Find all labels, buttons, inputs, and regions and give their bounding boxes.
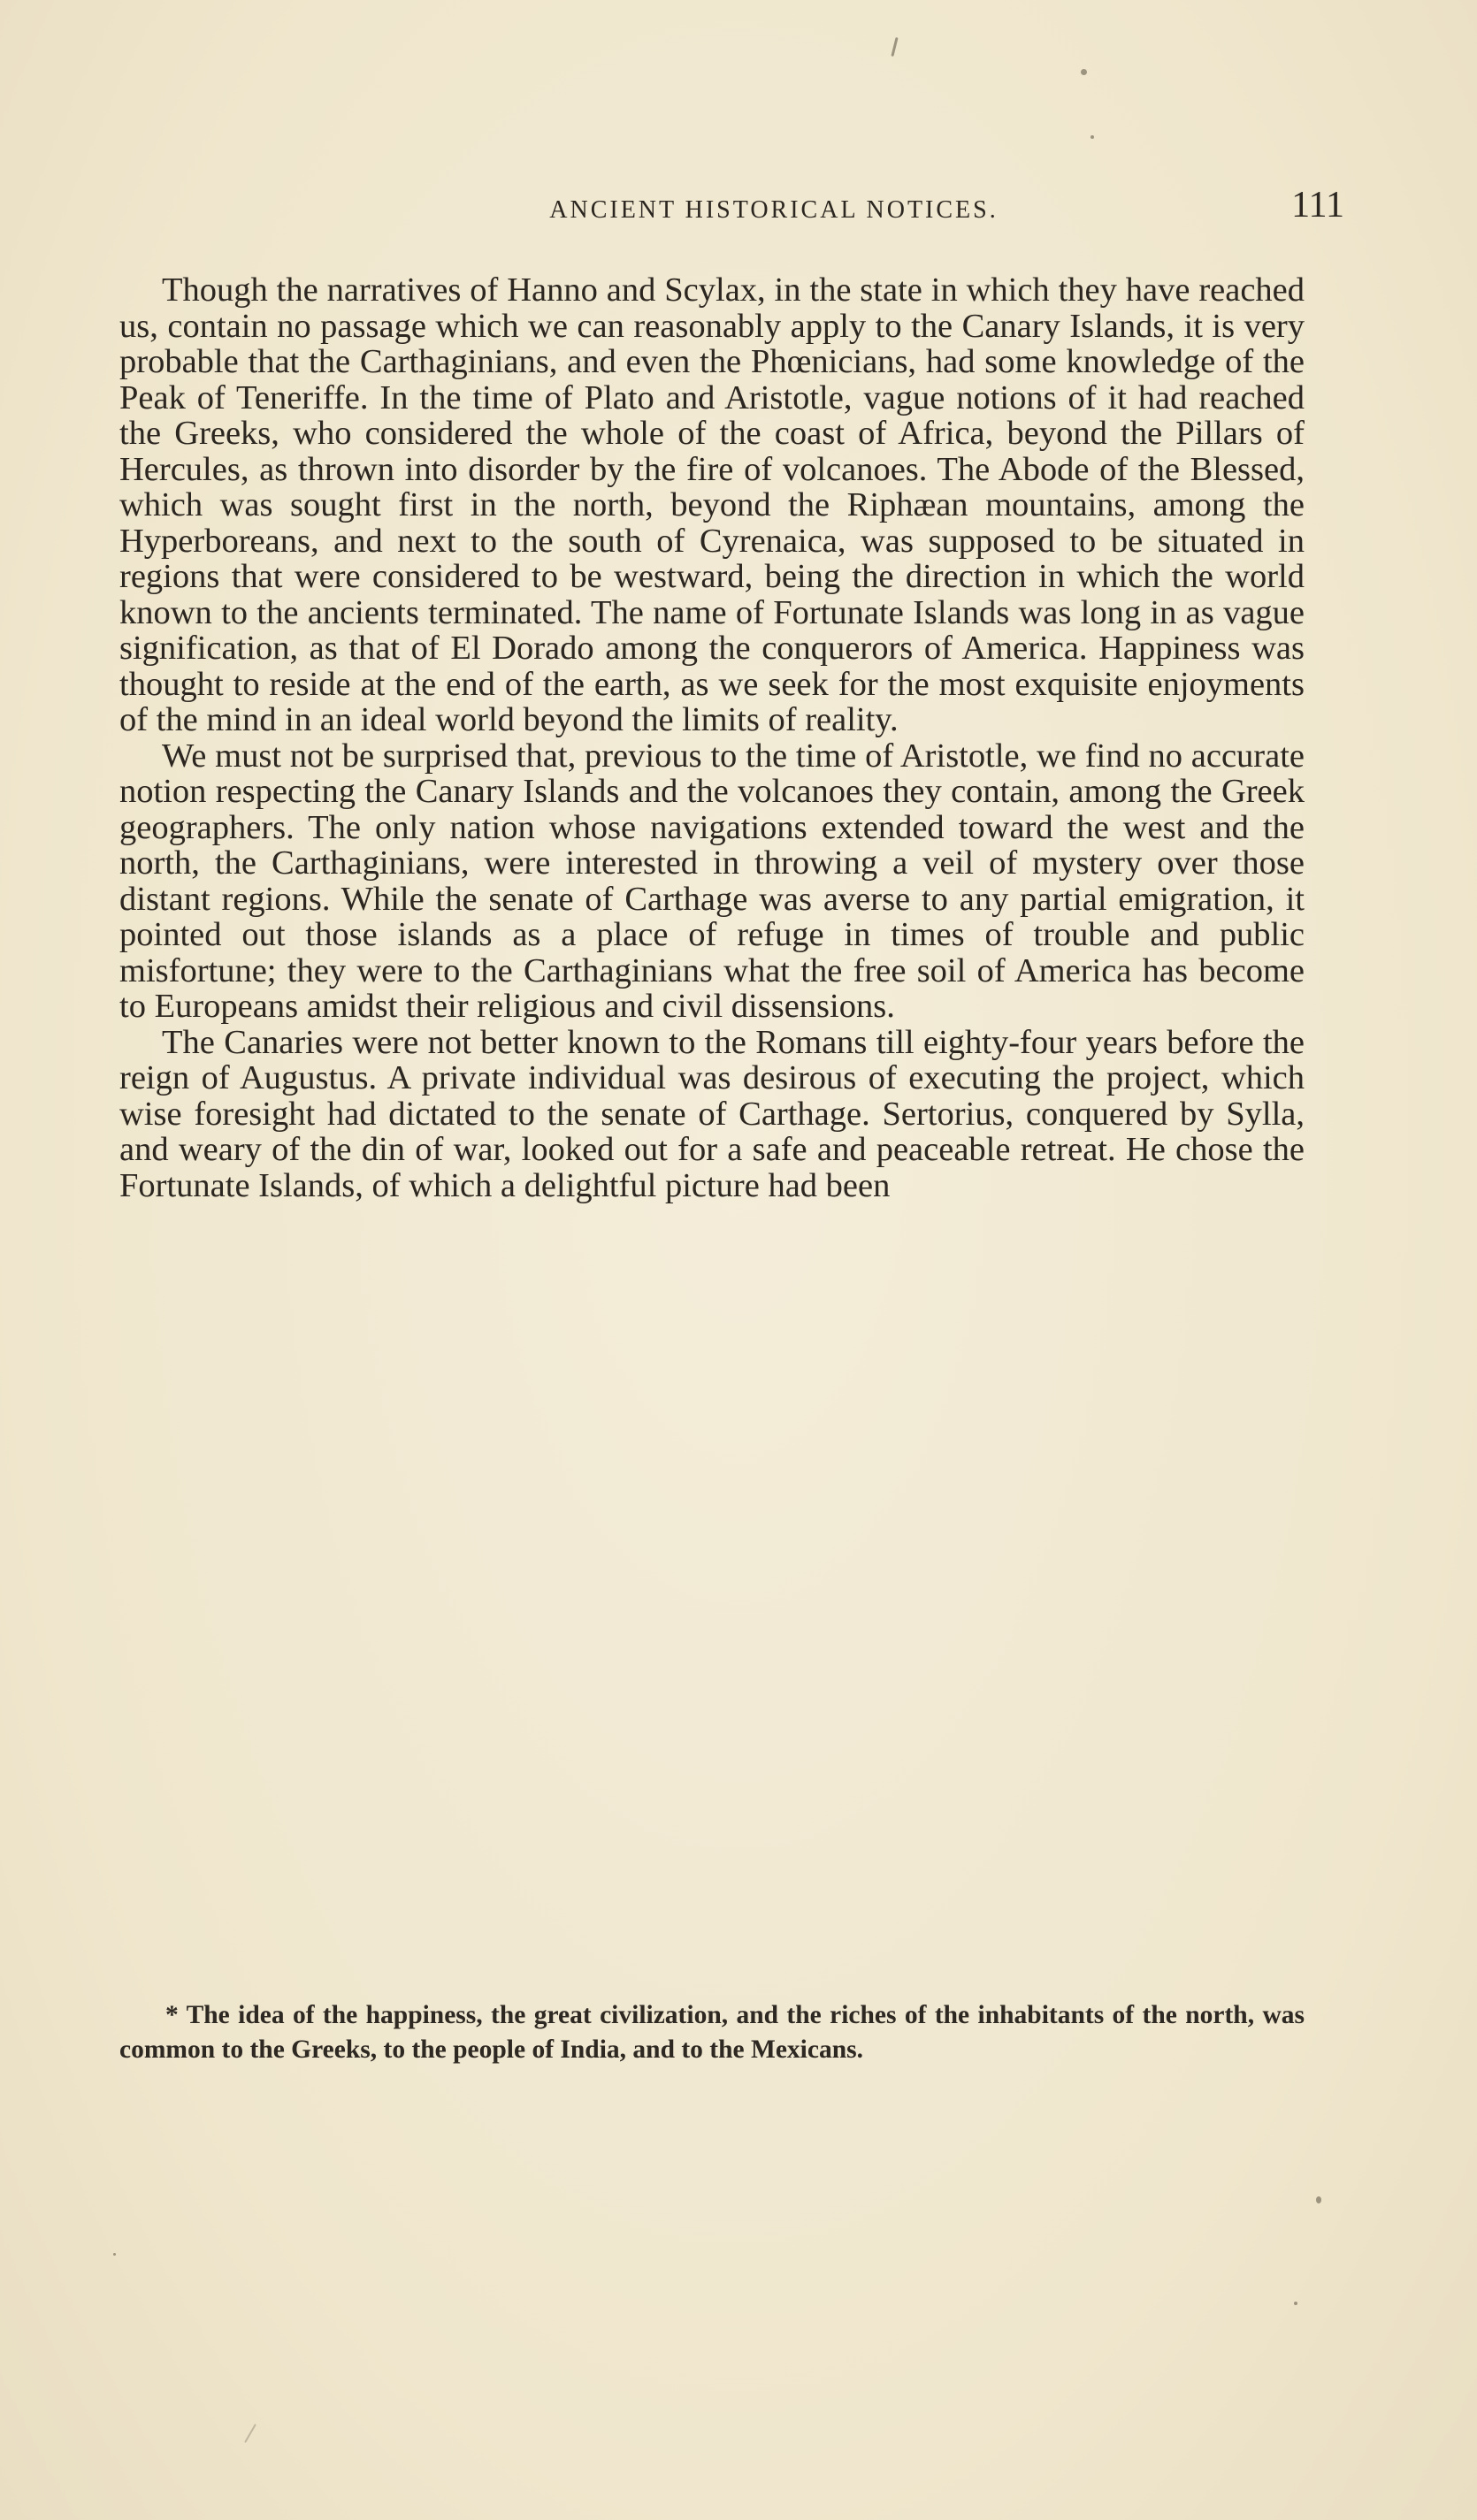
paper-speck: [891, 37, 898, 57]
paragraph-1: Though the narratives of Hanno and Scylax, in the state in which they have reached us, contain no passage which we can reasonably apply to the Canary Islands, it is very probable that the Carthaginians, and even the Phœnicians, had some knowledge of the Peak of Teneriffe. In the time of Plato and Aristotle, vague notions of it had reached the Greeks, who considered the whole of the coast of Africa, beyond the Pillars of Hercules, as thrown into disorder by the fire of volcanoes. The Abode of the Blessed, which was sought first in the north, beyond the Riphæan mountains, among the Hyperboreans, and next to the south of Cyrenaica, was supposed to be situated in regions that were considered to be westward, being the direction in which the world known to the ancients terminated. The name of Fortunate Islands was long in as vague signification, as that of El Dorado among the conquerors of America. Happiness was thought to reside at the end of the earth, as we seek for the most exquisite enjoyments of the mind in an ideal world beyond the limits of reality.: [119, 271, 1305, 738]
running-head: [203, 177, 1344, 239]
paragraph-3: The Canaries were not better known to the Romans till eighty-four years before the reign of Augustus. A private individual was desirous of executing the project, which wise foresight had dictated to the senate of Carthage. Sertorius, conquered by Sylla, and weary of the din of war, looked out for a safe and peaceable retreat. He chose the Fortunate Islands, of which a delightful picture had been: [119, 1023, 1305, 1204]
body-text: [119, 272, 1305, 1203]
paper-speck: [1294, 2302, 1297, 2305]
paper-speck: [1316, 2196, 1321, 2203]
paragraph-2: We must not be surprised that, previous to the time of Aristotle, we find no accurate notion respecting the Canary Islands and the volcanoes they contain, among the Greek geographers. The only nation whose navigations extended toward the west and the north, the Carthaginians, were interested in throwing a veil of mystery over those distant regions. While the senate of Carthage was averse to any partial emigration, it pointed out those islands as a place of refuge in times of trouble and public misfortune; they were to the Carthaginians what the free soil of America has become to Europeans amidst their religious and civil dissensions.: [119, 737, 1305, 1025]
page-number: 111: [1291, 185, 1344, 225]
running-title: ANCIENT HISTORICAL NOTICES.: [549, 196, 999, 224]
paper-speck: [113, 2253, 116, 2256]
paper-speck: [1091, 135, 1094, 139]
paper-speck: [244, 2424, 256, 2443]
footnote: * The idea of the happiness, the great civilization, and the riches of the inhabitants of the north, was common to the Greeks, to the people of India, and to the Mexicans.: [119, 2001, 1305, 2064]
paper-speck: [1081, 69, 1087, 75]
